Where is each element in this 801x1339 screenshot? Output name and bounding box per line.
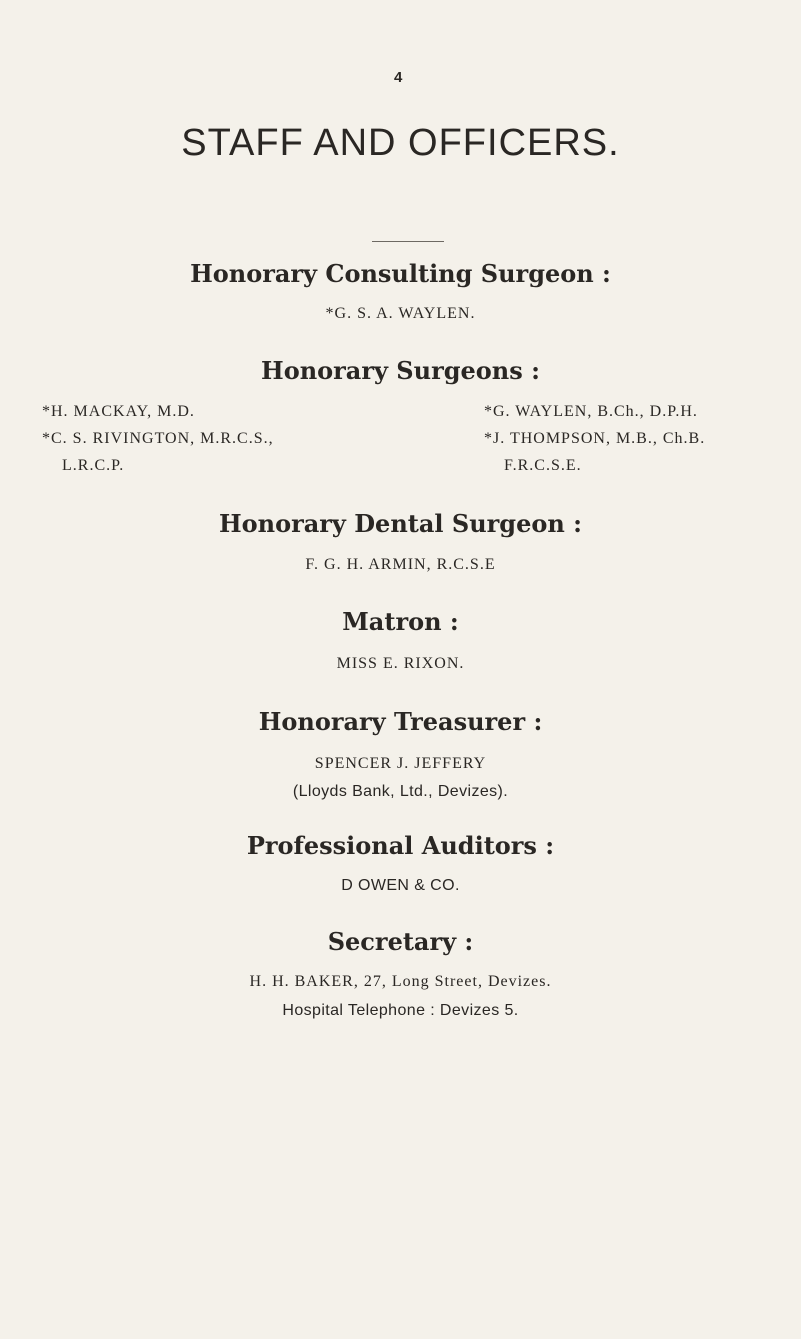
treasurer-bank: (Lloyds Bank, Ltd., Devizes). xyxy=(292,783,509,800)
dental-surgeon-heading: Honorary Dental Surgeon : xyxy=(218,509,583,538)
surgeon-right-line-2: *J. THOMPSON, M.B., Ch.B. xyxy=(484,430,706,447)
matron-heading: Matron : xyxy=(342,607,459,636)
auditors-name: D OWEN & CO. xyxy=(341,877,460,894)
surgeon-left-line-3: L.R.C.P. xyxy=(62,457,125,474)
surgeons-heading: Honorary Surgeons : xyxy=(261,356,540,385)
surgeon-left-line-1: *H. MACKAY, M.D. xyxy=(42,403,195,420)
consulting-surgeon-heading: Honorary Consulting Surgeon : xyxy=(190,259,611,288)
hospital-telephone: Hospital Telephone : Devizes 5. xyxy=(282,1002,519,1019)
surgeon-right-line-3: F.R.C.S.E. xyxy=(504,457,582,474)
surgeon-left-line-2: *C. S. RIVINGTON, M.R.C.S., xyxy=(42,430,274,447)
surgeon-right-line-1: *G. WAYLEN, B.Ch., D.P.H. xyxy=(484,403,698,420)
matron-name: MISS E. RIXON. xyxy=(336,655,465,672)
treasurer-name: SPENCER J. JEFFERY xyxy=(314,755,487,772)
page-title: STAFF AND OFFICERS. xyxy=(181,122,620,164)
treasurer-heading: Honorary Treasurer : xyxy=(258,707,543,736)
dental-surgeon-name: F. G. H. ARMIN, R.C.S.E xyxy=(305,556,496,573)
page-number: 4 xyxy=(394,69,403,86)
consulting-surgeon-name: *G. S. A. WAYLEN. xyxy=(325,305,476,322)
secretary-address: H. H. BAKER, 27, Long Street, Devizes. xyxy=(249,973,552,990)
auditors-heading: Professional Auditors : xyxy=(246,831,555,860)
divider xyxy=(372,241,444,242)
secretary-heading: Secretary : xyxy=(327,927,474,956)
